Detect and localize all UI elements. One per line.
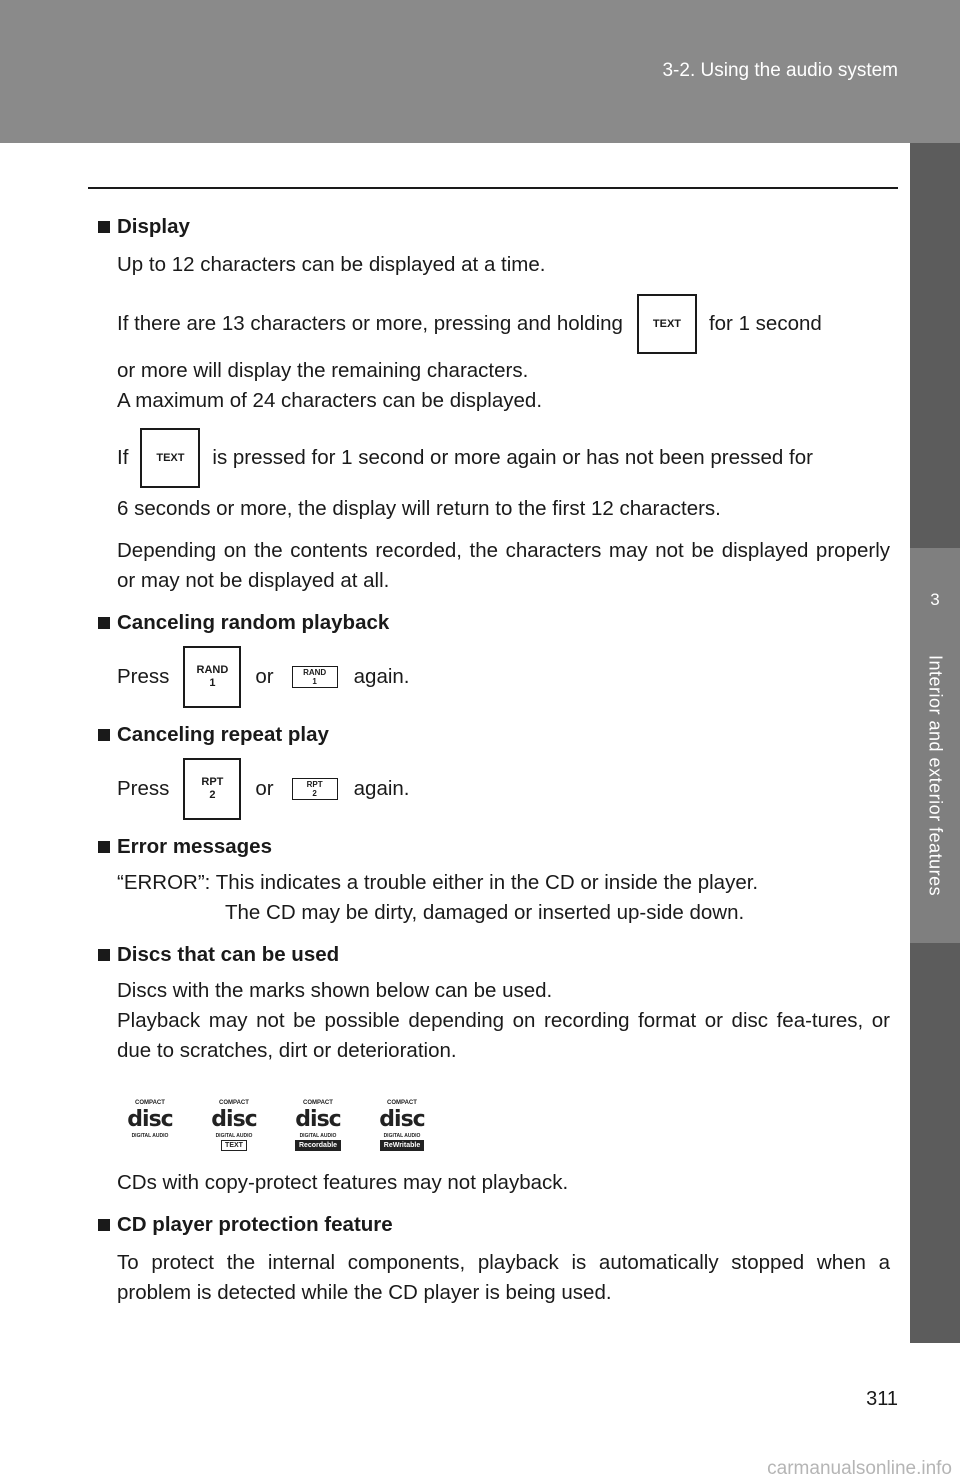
paragraph-with-button: Press RAND 1 or RAND 1 again. [117, 646, 890, 708]
compact-disc-logo: COMPACT disc DIGITAL AUDIO [127, 1100, 173, 1139]
text-button-icon: TEXT [140, 428, 200, 488]
paragraph-with-button: If there are 13 characters or more, pressing and holding TEXT for 1 second [117, 294, 890, 354]
paragraph: Playback may not be possible depending on recording format or disc fea-tures, or due to scratches, dirt or deterioration. [117, 1009, 890, 1062]
square-bullet-icon [98, 949, 110, 961]
heading-errors: Error messages [98, 832, 890, 862]
heading-random: Canceling random playback [98, 608, 890, 638]
square-bullet-icon [98, 1219, 110, 1231]
rpt-small-button-icon: RPT 2 [292, 778, 338, 800]
rpt-button-icon: RPT 2 [183, 758, 241, 820]
rand-button-icon: RAND 1 [183, 646, 241, 708]
paragraph-with-button: Press RPT 2 or RPT 2 again. [117, 758, 890, 820]
square-bullet-icon [98, 841, 110, 853]
square-bullet-icon [98, 221, 110, 233]
heading-protection: CD player protection feature [98, 1210, 890, 1240]
paragraph-with-button: If TEXT is pressed for 1 second or more again or has not been pressed for [117, 428, 890, 488]
header-band [0, 0, 960, 143]
paragraph: To protect the internal components, playback is automatically stopped when a problem is detected while the CD player is being used. [117, 1251, 890, 1304]
paragraph: 6 seconds or more, the display will return to the first 12 characters. [117, 497, 721, 520]
chapter-label: Interior and exterior features [925, 655, 946, 897]
paragraph: “ERROR”: This indicates a trouble either in the CD or inside the player. [117, 871, 759, 894]
paragraph: Discs with the marks shown below can be used. [117, 979, 553, 1002]
paragraph: CDs with copy-protect features may not playback. [117, 1171, 569, 1194]
paragraph: The CD may be dirty, damaged or inserted up-side down. [225, 901, 745, 924]
disc-logos [117, 1100, 890, 1156]
paragraph: or more will display the remaining characters. [117, 359, 529, 382]
paragraph: Up to 12 characters can be displayed at a time. [117, 253, 546, 276]
header-rule [88, 187, 898, 189]
page-number: 311 [866, 1388, 898, 1410]
rand-small-button-icon: RAND 1 [292, 666, 338, 688]
compact-disc-rewritable-logo: COMPACT disc DIGITAL AUDIO ReWritable [379, 1100, 425, 1149]
heading-repeat: Canceling repeat play [98, 720, 890, 750]
chapter-number: 3 [930, 590, 940, 609]
square-bullet-icon [98, 729, 110, 741]
page-content [98, 212, 890, 1308]
section-title: 3-2. Using the audio system [662, 60, 898, 81]
heading-display: Display [98, 212, 890, 242]
watermark: carmanualsonline.info [767, 1458, 952, 1479]
text-button-icon: TEXT [637, 294, 697, 354]
compact-disc-text-logo: COMPACT disc DIGITAL AUDIO TEXT [211, 1100, 257, 1149]
compact-disc-recordable-logo: COMPACT disc DIGITAL AUDIO Recordable [295, 1100, 341, 1149]
heading-discs: Discs that can be used [98, 940, 890, 970]
paragraph: Depending on the contents recorded, the characters may not be displayed properly or may not be displayed at all. [117, 539, 890, 592]
paragraph: A maximum of 24 characters can be displayed. [117, 389, 543, 412]
square-bullet-icon [98, 617, 110, 629]
